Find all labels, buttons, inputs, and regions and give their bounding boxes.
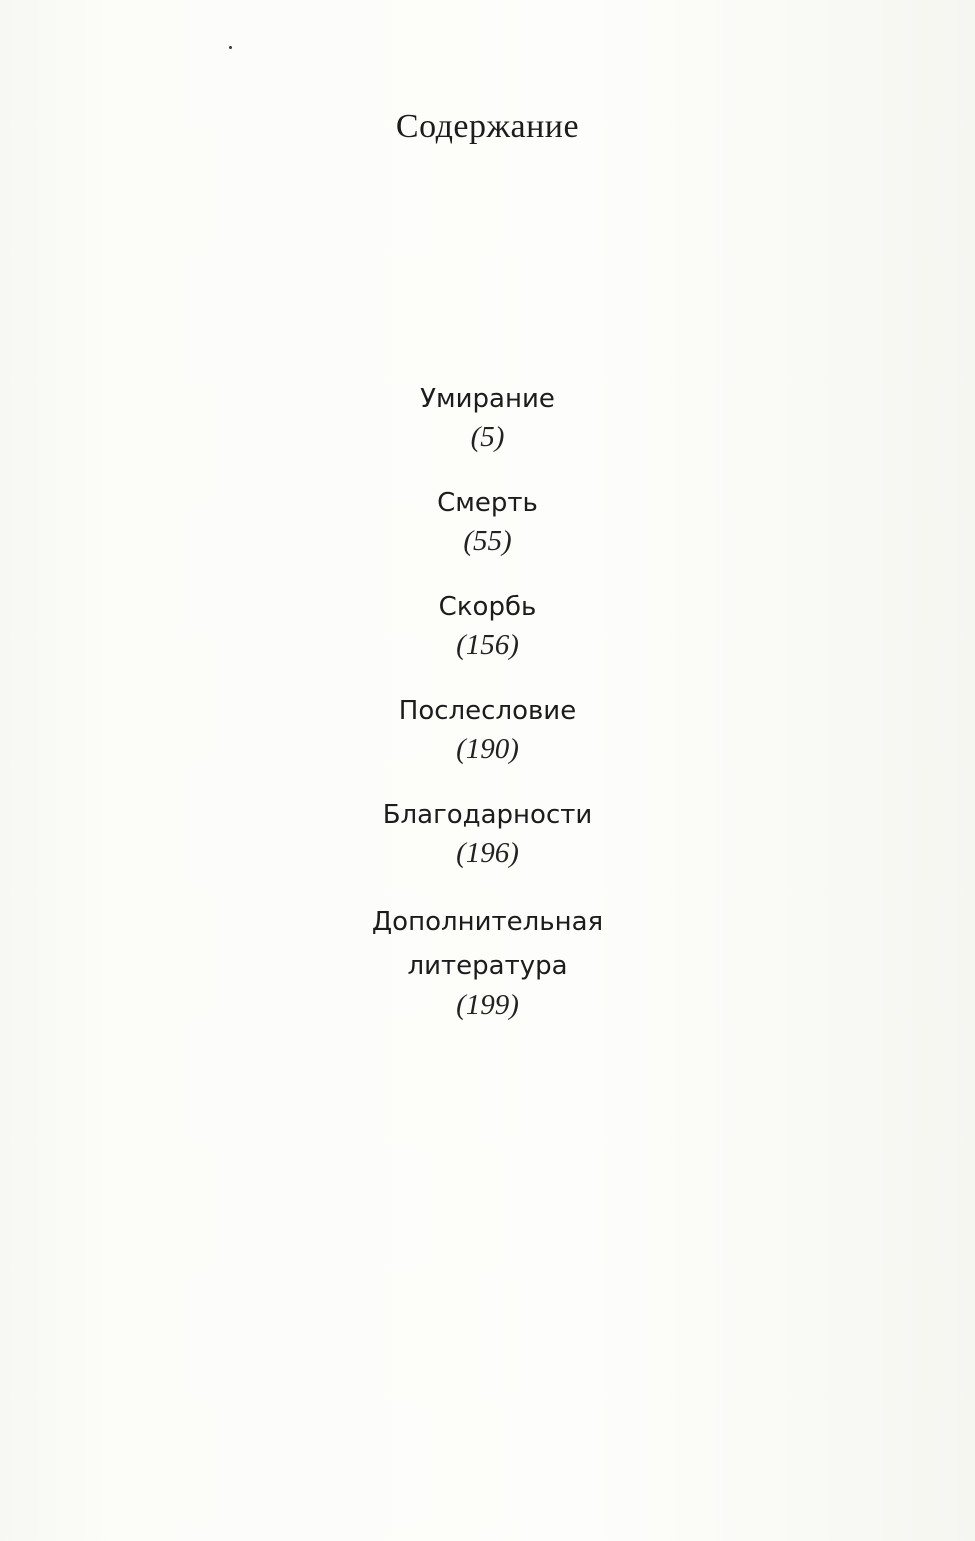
contents-entry[interactable] bbox=[0, 380, 975, 456]
entry-title: Послесловие bbox=[398, 696, 577, 726]
entry-page-number: (156) bbox=[456, 629, 519, 661]
contents-list bbox=[0, 380, 975, 1050]
ink-speck bbox=[229, 46, 232, 49]
entry-page-number: (199) bbox=[456, 989, 519, 1021]
contents-entry[interactable] bbox=[0, 900, 975, 1022]
entry-page-number: (196) bbox=[456, 837, 519, 869]
contents-entry[interactable] bbox=[0, 692, 975, 768]
contents-entry[interactable] bbox=[0, 796, 975, 872]
contents-heading: Содержание bbox=[395, 108, 580, 145]
contents-entry[interactable] bbox=[0, 588, 975, 664]
entry-title: Благодарности bbox=[382, 800, 593, 830]
entry-page-number: (5) bbox=[470, 421, 505, 453]
entry-title: Скорбь bbox=[438, 592, 537, 622]
entry-page-number: (55) bbox=[463, 525, 512, 557]
entry-title-line-1: Дополнительная bbox=[371, 907, 604, 937]
entry-title: Смерть bbox=[437, 488, 538, 518]
contents-entry[interactable] bbox=[0, 484, 975, 560]
entry-page-number: (190) bbox=[456, 733, 519, 765]
entry-title-line-2: литература bbox=[407, 951, 568, 981]
entry-title: Умирание bbox=[420, 384, 555, 414]
